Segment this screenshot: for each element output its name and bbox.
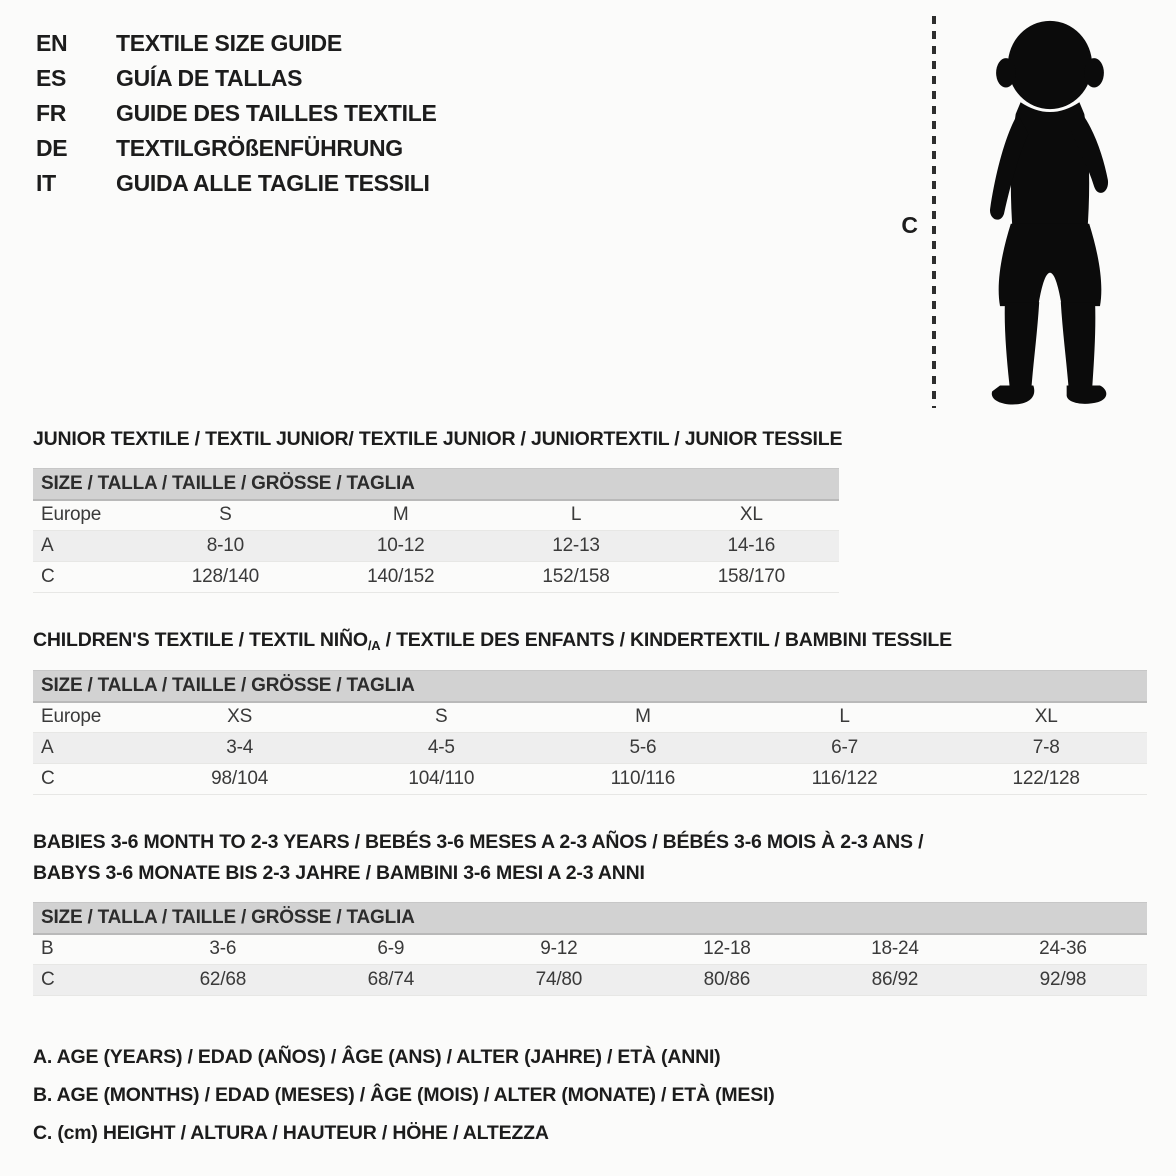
- height-cell: 128/140: [138, 562, 313, 593]
- height-cm-row: [33, 764, 1147, 795]
- height-cell: 110/116: [542, 764, 744, 795]
- height-cell: 98/104: [139, 764, 341, 795]
- height-cell: 62/68: [139, 965, 307, 996]
- row-label: A: [33, 531, 138, 562]
- height-cell: 104/110: [340, 764, 542, 795]
- size-table-header: [33, 671, 1147, 702]
- age-cell: 3-6: [139, 934, 307, 965]
- lang-row-en: [36, 26, 437, 61]
- size-guide-content: [0, 428, 1176, 996]
- age-cell: 8-10: [138, 531, 313, 562]
- age-cell: 24-36: [979, 934, 1147, 965]
- age-cell: 10-12: [313, 531, 488, 562]
- row-label: C: [33, 562, 138, 593]
- age-cell: 9-12: [475, 934, 643, 965]
- size-cell: L: [488, 500, 663, 531]
- lang-code: FR: [36, 100, 67, 126]
- age-months-row: [33, 934, 1147, 965]
- row-label: C: [33, 764, 139, 795]
- size-cell: XS: [139, 702, 341, 733]
- height-cm-row: [33, 965, 1147, 996]
- lang-title: GUIDE DES TAILLES TEXTILE: [116, 100, 437, 126]
- babies-section: [33, 831, 1143, 996]
- junior-section: [33, 428, 1143, 593]
- row-label: C: [33, 965, 139, 996]
- europe-size-row: [33, 500, 839, 531]
- height-cell: 86/92: [811, 965, 979, 996]
- size-cell: S: [138, 500, 313, 531]
- age-cell: 5-6: [542, 733, 744, 764]
- age-cell: 6-9: [307, 934, 475, 965]
- title-text: CHILDREN'S TEXTILE / TEXTIL NIÑO: [33, 629, 368, 651]
- height-figure: [901, 16, 1148, 408]
- age-cell: 14-16: [664, 531, 839, 562]
- row-label: B: [33, 934, 139, 965]
- height-cell: 158/170: [664, 562, 839, 593]
- header: [0, 0, 1176, 402]
- babies-section-title-line1: BABIES 3-6 MONTH TO 2-3 YEARS / BEBÉS 3-6 MESES A 2-3 AÑOS / BÉBÉS 3-6 MOIS À 2-3 ANS /: [33, 831, 924, 853]
- height-cell: 80/86: [643, 965, 811, 996]
- size-cell: XL: [945, 702, 1147, 733]
- height-cell: 116/122: [744, 764, 946, 795]
- legend: [33, 1038, 1143, 1152]
- junior-size-table: [33, 468, 839, 593]
- lang-title: GUÍA DE TALLAS: [116, 65, 303, 91]
- height-cell: 122/128: [945, 764, 1147, 795]
- size-cell: M: [313, 500, 488, 531]
- europe-size-row: [33, 702, 1147, 733]
- height-cell: 92/98: [979, 965, 1147, 996]
- babies-section-title-line2: BABYS 3-6 MONATE BIS 2-3 JAHRE / BAMBINI 3-6 MESI A 2-3 ANNI: [33, 862, 645, 884]
- lang-row-it: [36, 166, 437, 201]
- lang-row-de: [36, 131, 437, 166]
- children-size-table: [33, 670, 1147, 795]
- row-label: Europe: [33, 500, 138, 531]
- language-title-list: [36, 26, 437, 201]
- height-cell: 152/158: [488, 562, 663, 593]
- height-cell: 74/80: [475, 965, 643, 996]
- size-header-label: SIZE / TALLA / TAILLE / GRÖSSE / TAGLIA: [33, 671, 1147, 702]
- children-section: [33, 629, 1143, 795]
- legend-height-cm: C. (cm) HEIGHT / ALTURA / HAUTEUR / HÖHE / ALTEZZA: [33, 1122, 549, 1144]
- height-cm-row: [33, 562, 839, 593]
- size-cell: L: [744, 702, 946, 733]
- age-cell: 7-8: [945, 733, 1147, 764]
- age-cell: 4-5: [340, 733, 542, 764]
- title-subscript: /A: [367, 638, 381, 653]
- lang-row-fr: [36, 96, 437, 131]
- height-cell: 140/152: [313, 562, 488, 593]
- lang-title: TEXTILGRÖßENFÜHRUNG: [116, 135, 403, 161]
- age-cell: 6-7: [744, 733, 946, 764]
- title-text: / TEXTILE DES ENFANTS / KINDERTEXTIL / BAMBINI TESSILE: [380, 629, 952, 651]
- row-label: Europe: [33, 702, 139, 733]
- size-table-header: [33, 469, 839, 500]
- size-header-label: SIZE / TALLA / TAILLE / GRÖSSE / TAGLIA: [33, 469, 839, 500]
- lang-code: EN: [36, 30, 68, 56]
- babies-size-table: [33, 902, 1147, 996]
- size-cell: M: [542, 702, 744, 733]
- age-years-row: [33, 531, 839, 562]
- height-cell: 68/74: [307, 965, 475, 996]
- age-cell: 12-13: [488, 531, 663, 562]
- junior-section-title: JUNIOR TEXTILE / TEXTIL JUNIOR/ TEXTILE JUNIOR / JUNIORTEXTIL / JUNIOR TESSILE: [33, 428, 843, 450]
- lang-row-es: [36, 61, 437, 96]
- row-label: A: [33, 733, 139, 764]
- lang-title: GUIDA ALLE TAGLIE TESSILI: [116, 170, 430, 196]
- lang-code: ES: [36, 65, 67, 91]
- age-cell: 3-4: [139, 733, 341, 764]
- age-cell: 18-24: [811, 934, 979, 965]
- lang-code: DE: [36, 135, 68, 161]
- height-measure-dotted-line: [932, 16, 936, 408]
- lang-title: TEXTILE SIZE GUIDE: [116, 30, 342, 56]
- height-measure-label: C: [901, 212, 918, 238]
- legend-age-years: A. AGE (YEARS) / EDAD (AÑOS) / ÂGE (ANS) / ALTER (JAHRE) / ETÀ (ANNI): [33, 1046, 721, 1068]
- size-header-label: SIZE / TALLA / TAILLE / GRÖSSE / TAGLIA: [33, 903, 1147, 934]
- children-section-title: [33, 629, 1143, 653]
- age-cell: 12-18: [643, 934, 811, 965]
- age-years-row: [33, 733, 1147, 764]
- size-cell: S: [340, 702, 542, 733]
- size-cell: XL: [664, 500, 839, 531]
- toddler-silhouette: [952, 16, 1148, 408]
- lang-code: IT: [36, 170, 56, 196]
- size-table-header: [33, 903, 1147, 934]
- legend-age-months: B. AGE (MONTHS) / EDAD (MESES) / ÂGE (MOIS) / ALTER (MONATE) / ETÀ (MESI): [33, 1084, 775, 1106]
